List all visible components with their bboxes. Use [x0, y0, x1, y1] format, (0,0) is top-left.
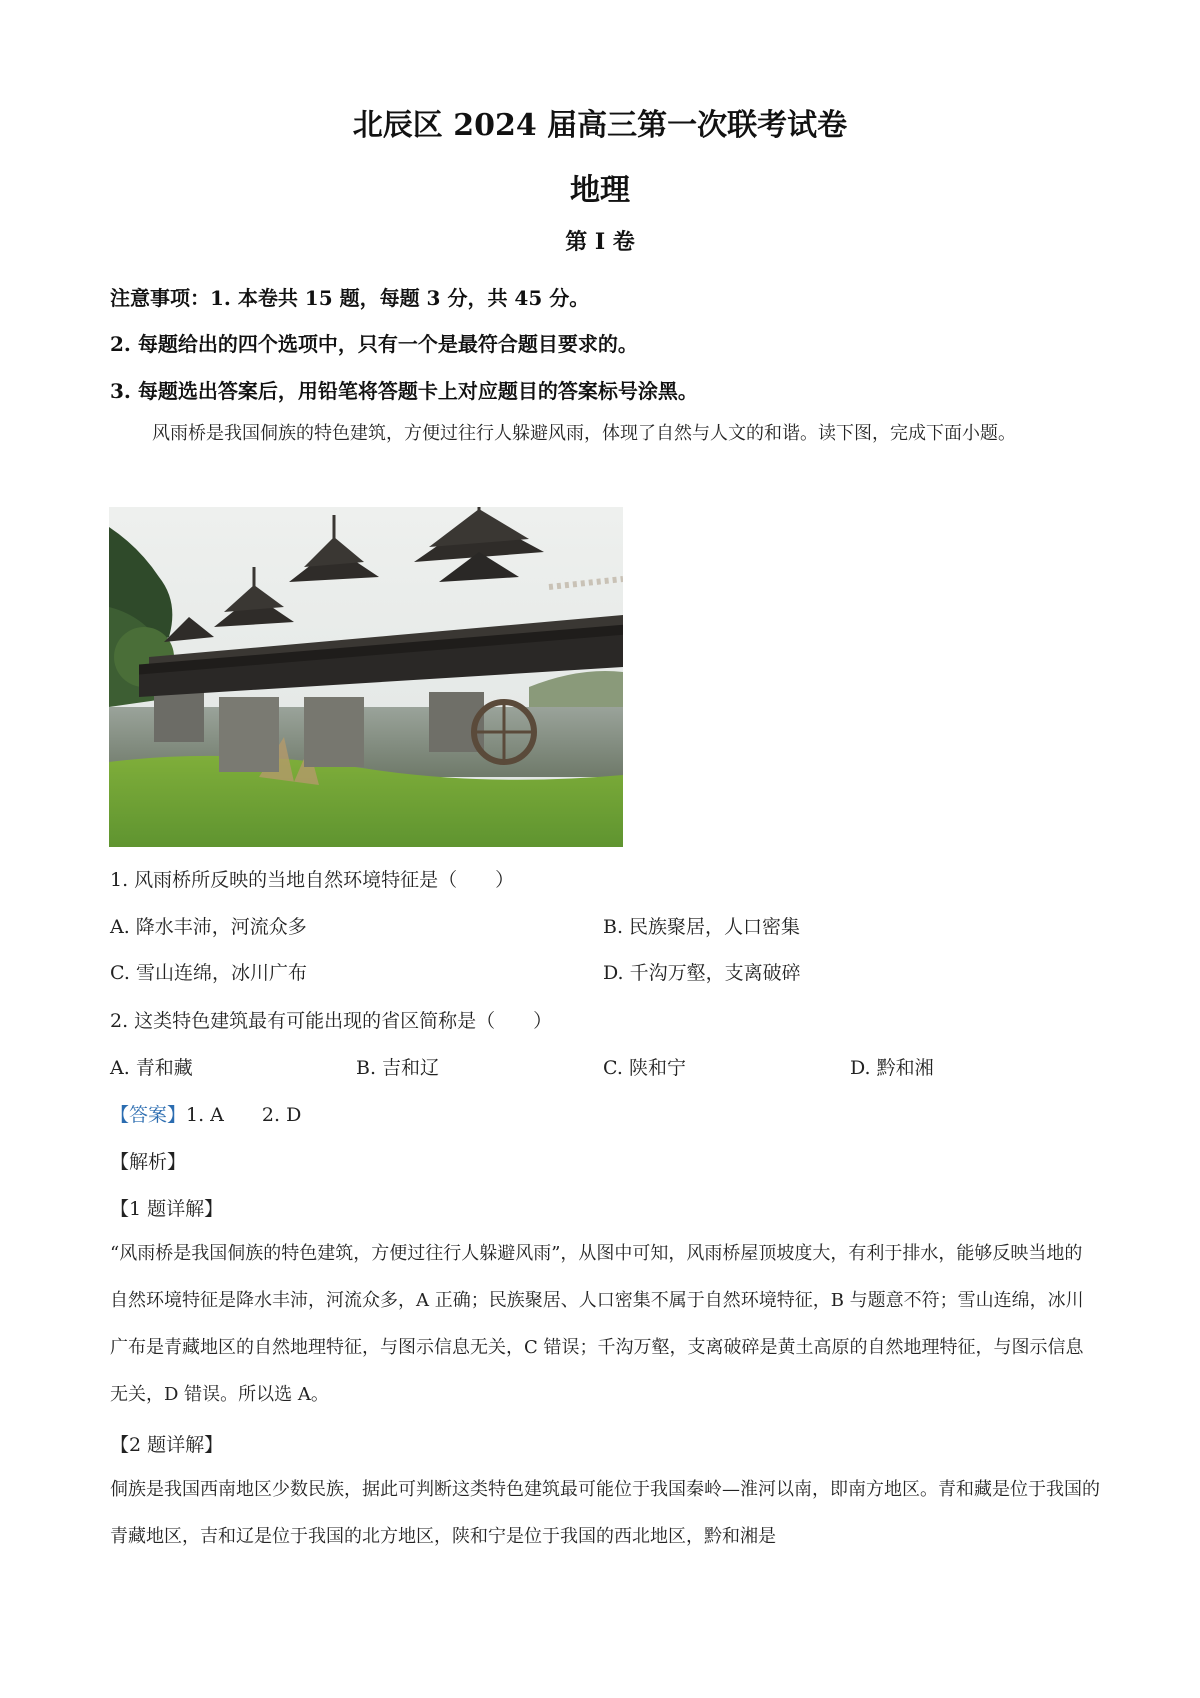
question-1-option-d: D. 千沟万壑，支离破碎 — [603, 962, 801, 984]
question-1-option-c: C. 雪山连绵，冰川广布 — [110, 962, 307, 984]
answer-label: 【答案】 — [110, 1104, 187, 1126]
question-2-option-c: C. 陕和宁 — [603, 1057, 686, 1079]
wind-rain-bridge-photo — [109, 507, 623, 847]
note-2: 2. 每题给出的四个选项中，只有一个是最符合题目要求的。 — [110, 332, 638, 356]
subject-title: 地理 — [570, 173, 630, 208]
detail-2-text: 侗族是我国西南地区少数民族，据此可判断这类特色建筑最可能位于我国秦岭—淮河以南，即南方地区。青和藏是位于我国的青藏地区，吉和辽是位于我国的北方地区，陕和宁是位于我国的西北地区，黔和湘是 — [110, 1479, 1100, 1547]
question-1-stem: 1. 风雨桥所反映的当地自然环境特征是（ ） — [110, 869, 515, 891]
answer-text: 1. A 2. D — [186, 1104, 302, 1126]
question-1-option-b: B. 民族聚居，人口密集 — [603, 916, 801, 938]
detail-2-label: 【2 题详解】 — [110, 1434, 224, 1456]
question-2-stem: 2. 这类特色建筑最有可能出现的省区简称是（ ） — [110, 1010, 553, 1032]
note-3: 3. 每题选出答案后，用铅笔将答题卡上对应题目的答案标号涂黑。 — [110, 379, 698, 403]
detail-1-label: 【1 题详解】 — [110, 1198, 224, 1220]
note-1: 注意事项：1. 本卷共 15 题，每题 3 分，共 45 分。 — [110, 286, 590, 310]
volume-title: 第 I 卷 — [565, 229, 635, 255]
intro-paragraph: 风雨桥是我国侗族的特色建筑，方便过往行人躲避风雨，体现了自然与人文的和谐。读下图，完成下面小题。 — [152, 423, 1016, 444]
answer-line — [110, 1100, 301, 1127]
question-2-option-d: D. 黔和湘 — [850, 1057, 934, 1079]
question-2-option-a: A. 青和藏 — [110, 1057, 193, 1079]
question-1-option-a: A. 降水丰沛，河流众多 — [110, 916, 307, 938]
analysis-label: 【解析】 — [110, 1151, 187, 1173]
question-2-option-b: B. 吉和辽 — [356, 1057, 440, 1079]
detail-1-text: “风雨桥是我国侗族的特色建筑，方便过往行人躲避风雨”，从图中可知，风雨桥屋顶坡度大，有利于排水，能够反映当地的自然环境特征是降水丰沛，河流众多，A 正确；民族聚居、人口密集不属于自然环境特征，B 与题意不符；雪山连绵，冰川广布是青藏地区的自然地理特征，与图示信息无关，C 错误；千沟万壑，支离破碎是黄土高原的自然地理特征，与图示信息无关，D 错误。所以选 A。 — [110, 1243, 1084, 1405]
exam-title: 北辰区 2024 届高三第一次联考试卷 — [352, 108, 848, 143]
